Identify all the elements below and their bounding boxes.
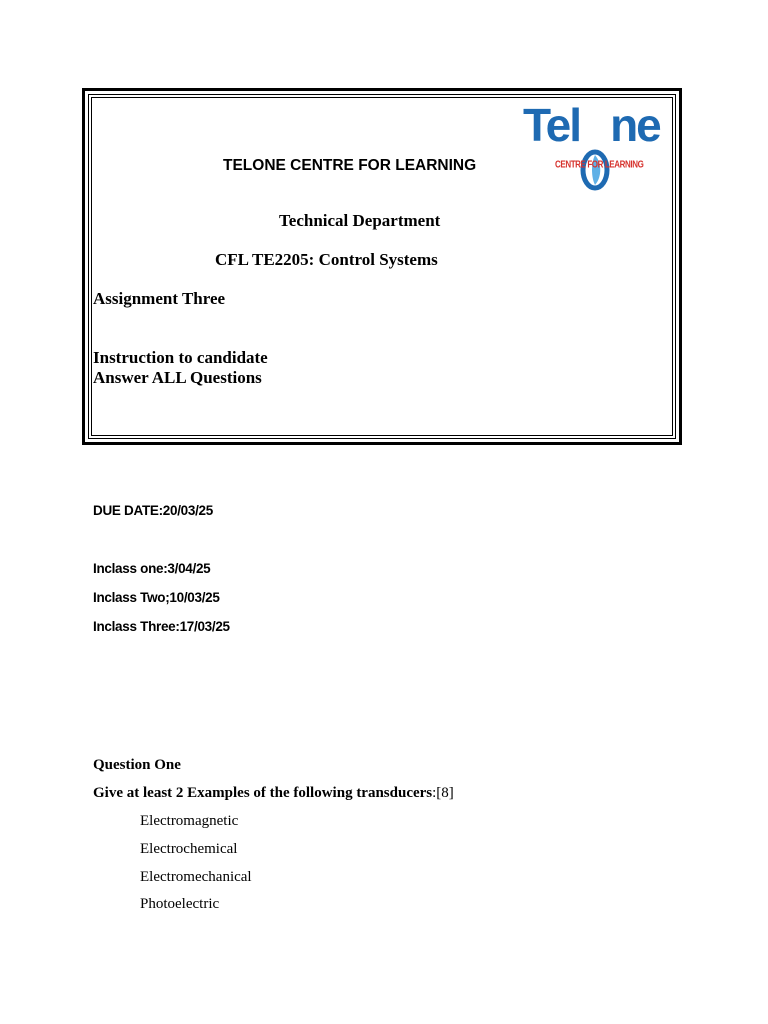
list-item: Electromagnetic [140,813,239,829]
question-one-heading: Question One [93,757,181,773]
inclass-one-date: Inclass one:3/04/25 [93,561,211,576]
inclass-three-date: Inclass Three:17/03/25 [93,619,230,634]
question-one-marks: :[8] [432,785,454,801]
department-title: Technical Department [279,211,441,230]
instructions [93,348,268,388]
due-date: DUE DATE:20/03/25 [93,503,213,518]
institution-title: TELONE CENTRE FOR LEARNING [223,157,477,174]
inclass-two-date: Inclass Two;10/03/25 [93,590,220,605]
list-item: Photoelectric [140,896,220,912]
assignment-title: Assignment Three [93,289,226,308]
list-item: Electromechanical [140,869,252,885]
logo-wordmark: Tel ne [523,94,660,156]
question-one-prompt: Give at least 2 Examples of the following transducers:[8] [93,785,454,801]
list-item: Electrochemical [140,841,238,857]
course-title: CFL TE2205: Control Systems [215,250,438,269]
instruction-heading: Instruction to candidate [93,348,268,367]
logo-tagline: CENTRE FOR LEARNING [555,158,644,171]
telone-logo [523,94,660,176]
instruction-text: Answer ALL Questions [93,368,262,387]
